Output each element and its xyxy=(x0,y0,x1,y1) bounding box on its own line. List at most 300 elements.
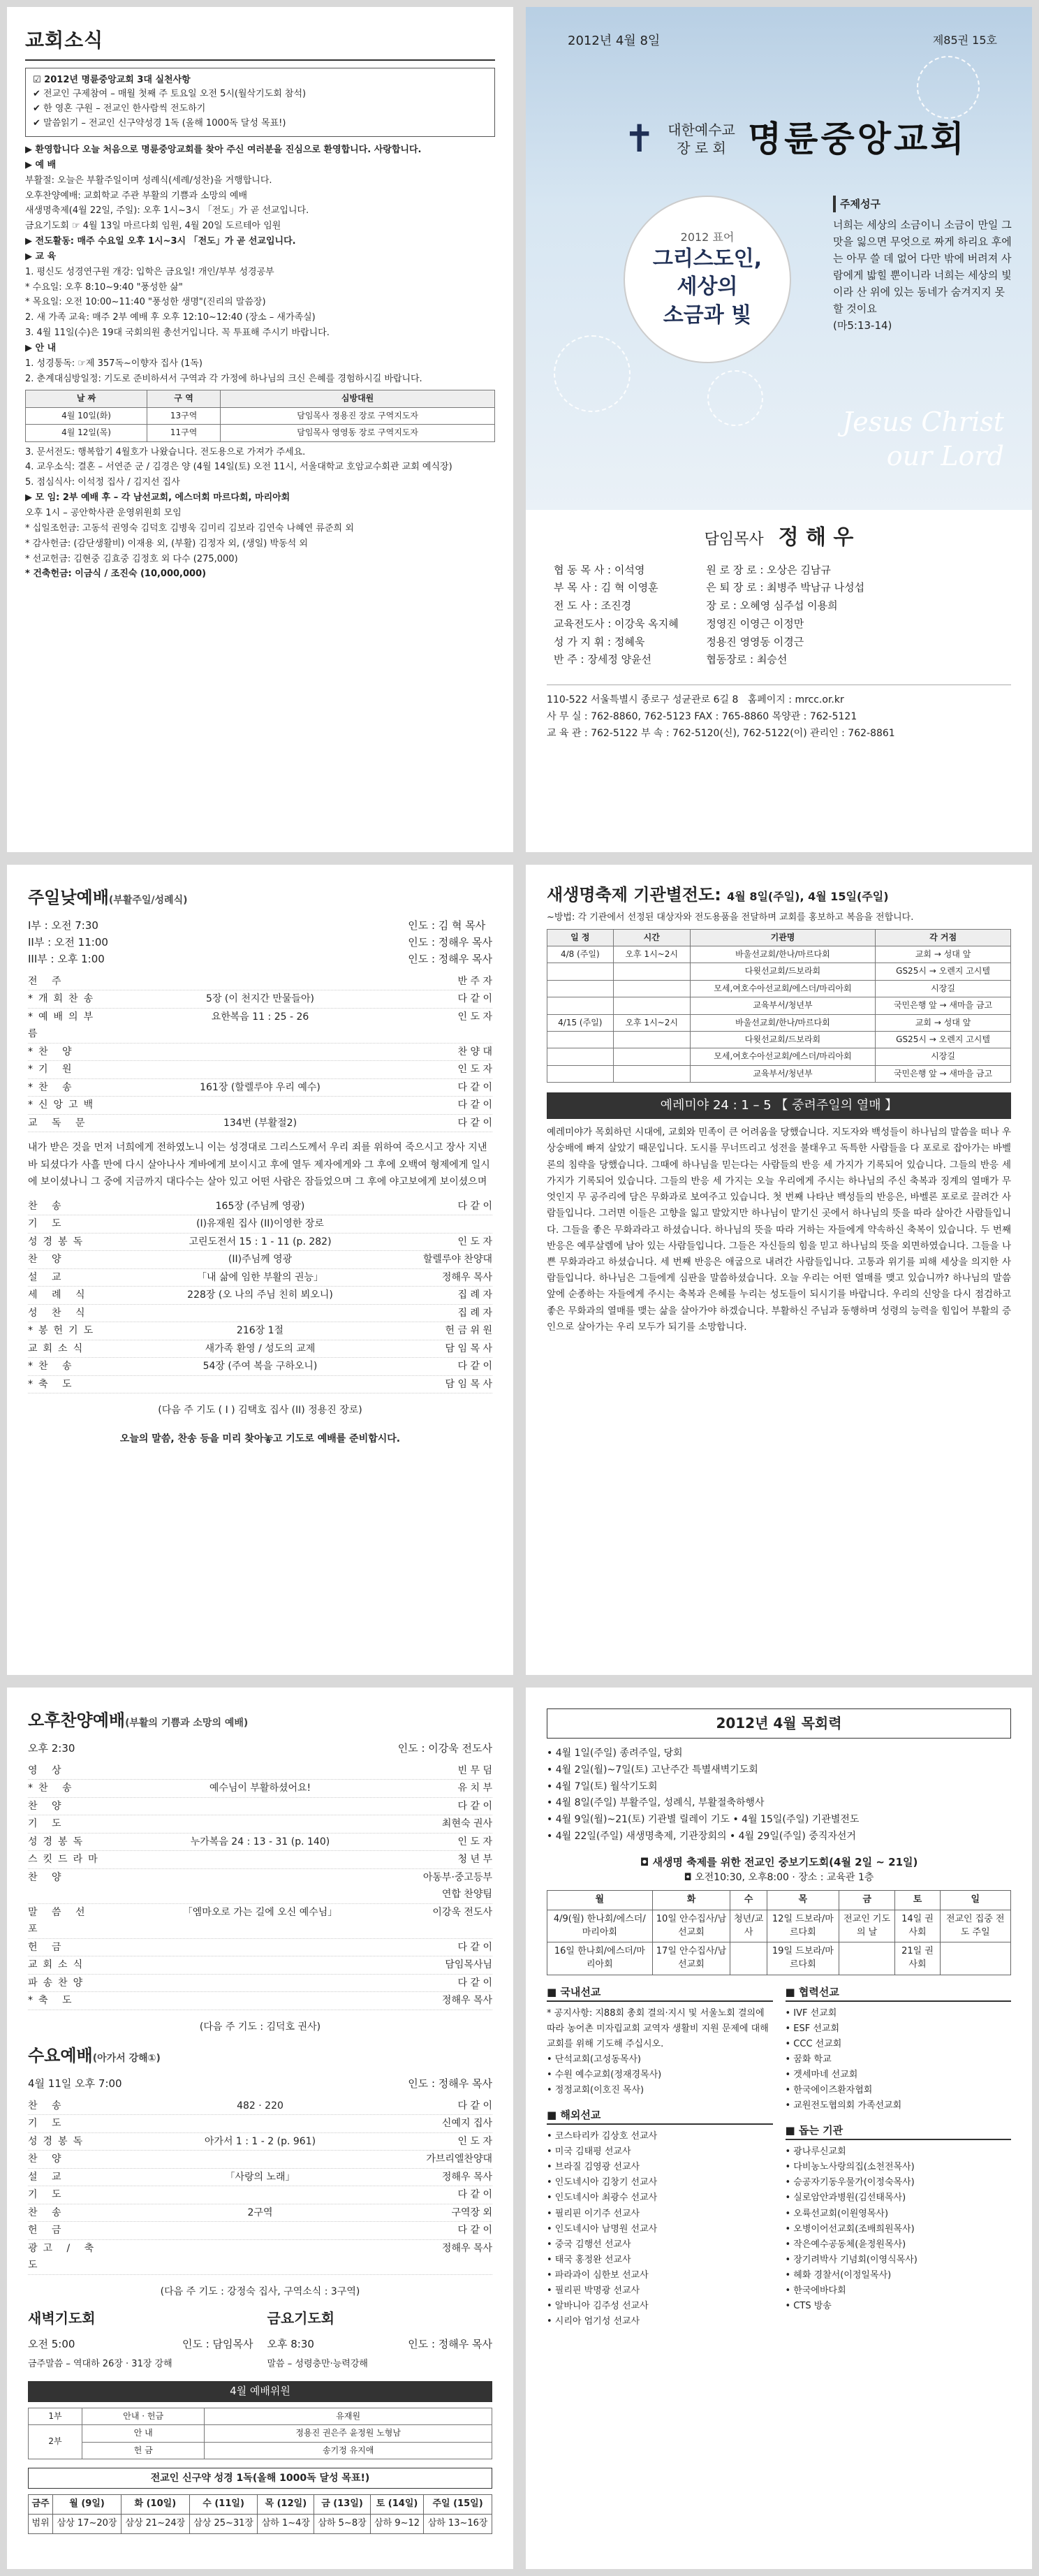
evangelism-text: ▶ 전도활동: 매주 수요일 오후 1시~3시 「전도」가 곧 선교입니다. xyxy=(25,236,296,247)
order-row xyxy=(28,1869,492,1904)
table-row xyxy=(29,2408,492,2424)
missions xyxy=(547,1985,1011,2329)
table-row xyxy=(547,929,1011,946)
order-row xyxy=(28,2222,492,2240)
table-cell xyxy=(547,980,614,997)
order-detail xyxy=(105,1305,415,1322)
next-week-prayer: (다음 주 기도 : 강정숙 집사, 구역소식 : 3구역) xyxy=(160,2285,360,2297)
order-row xyxy=(28,1251,492,1269)
table-header: 금 (13일) xyxy=(314,2495,371,2515)
meeting-line: 오후 1시 – 공안학사관 운영위원회 모임 xyxy=(25,508,182,519)
table-header: 토 (14일) xyxy=(370,2495,423,2515)
order-row xyxy=(28,1939,492,1957)
address: 110-522 서울특별시 종로구 성균관로 6길 8 xyxy=(547,694,739,705)
order-person: 다 같 이 xyxy=(457,2100,492,2112)
table-row xyxy=(547,1942,1011,1975)
table-row xyxy=(26,425,495,441)
table-cell: 오후 1시~2시 xyxy=(613,946,690,963)
order-detail xyxy=(105,1851,415,1868)
table-cell: 13구역 xyxy=(147,407,221,424)
order-row xyxy=(28,1061,492,1079)
prayer-meetings xyxy=(28,2308,492,2371)
calendar-item: • 4월 8일(주일) 부활주일, 성례식, 부활절축하행사 xyxy=(547,1797,765,1809)
order-item: *예배의부름 xyxy=(28,1011,99,1040)
staff-item: 성 가 지 휘 : 정혜욱 xyxy=(554,635,645,648)
order-person: 반 주 자 xyxy=(457,975,492,987)
sermon-text: 예레미야가 목회하던 시대에, 교회와 민족이 큰 어려움을 당했습니다. 지도자와 백성들이 하나님의 말씀을 떠나 우상숭배에 빠져 살았기 때문입니다. 도시를 무너뜨리고 성전을 불태우고 독특한 사람들을 다 포로로 잡아가는 바벨론의 침략을 당했습니다. 그때에 하나님을 믿는다는 사람들의 반응 세 가지가 기록되어 있습니다. 그들의 반응 세 가지가 기록되어 있습니다. 그들의 반응 세 가지는 오늘 우리에게 주시는 하나님의 주신 축복과 징계의 열매가 무엇인지 무 공주리에 담은 무화과로 보여주고 있습니다. 첫 번째 나타난 백성들의 반응은, 바벨론 포로로 끌려간 사람들입니다. 그러면 이들은 고향을 잃고 말았지만 하나님이 맡기신 곳에서 하나님의 뜻을 따라 살아간 사람들입니다. 그들을 좋은 무화과라고 하셨습니다. 하나님의 뜻을 따라 거하는 자들에게 약속하신 축복이 있습니다. 두 번째 반응은 예루살렘에 남아 있는 사람들입니다. 그들은 자신들의 힘을 믿고 하나님의 뜻을 외면하였습니다. 그들을 나쁜 무화과라고 하셨습니다. 세 번째 반응은 애굽으로 내려간 사람들입니다. 고통과 위기를 피해 세상을 의지한 사람들입니다. 하나님은 그들에게 심판을 말씀하셨습니다. 오늘 우리는 어떤 열매를 맺고 있습니까? 하나님의 말씀 앞에 순종하는 자들에게 주시는 축복과 은혜를 누리는 성도들이 되시기를 바랍니다. 우리의 신앙을 다시 점검하고 좋은 무화과의 열매를 맺는 삶을 살아가야 하겠습니다. 부활하신 주님과 동행하며 성령의 능력을 힘입어 부활의 증인으로 살아가는 우리 모두가 되기를 소망합니다. xyxy=(547,1127,1011,1333)
mission-item: • 단석교회(고성동목사) xyxy=(547,2054,641,2065)
order-row xyxy=(28,1780,492,1798)
table-cell: 16일 한나회/에스더/마리아회 xyxy=(547,1942,653,1975)
service-time: 4월 11일 오후 7:00 xyxy=(28,2077,122,2090)
meeting-line: ▶ 모 임: 2부 예배 후 – 각 남선교회, 에스더회 마르다회, 마리아회 xyxy=(25,492,290,504)
table-header: 수 xyxy=(730,1890,767,1910)
order-row xyxy=(28,2151,492,2169)
wednesday-order xyxy=(28,2098,492,2275)
verse-text: 너희는 세상의 소금이니 소금이 만일 그 맛을 잃으면 무엇으로 짜게 하리요 후에는 아무 쓸 데 없어 다만 밖에 버려져 사람에게 밟힐 뿐이니라 너희는 세상의 빛이라 산 위에 있는 동네가 숨겨지지 못할 것이요 xyxy=(833,219,1012,315)
order-item: 찬 송 xyxy=(28,1200,67,1212)
table-cell xyxy=(613,1048,690,1065)
table-cell: 시장길 xyxy=(876,1048,1011,1065)
table-cell: 모세,여호수아선교회/에스더/마리아회 xyxy=(690,1048,875,1065)
table-cell: 헌 금 xyxy=(82,2442,205,2459)
mission-item: • 헤화 경찰서(이정일목사) xyxy=(785,2269,892,2281)
mission-item: • 작은예수공동체(윤정원목사) xyxy=(785,2239,906,2250)
dawn-title: 새벽기도회 xyxy=(28,2310,96,2327)
dandelion-icon xyxy=(707,370,763,426)
order-person: 다 같 이 xyxy=(457,1361,492,1373)
order-person: 구역장 외 xyxy=(451,2207,492,2218)
order-item: 교회소식 xyxy=(28,1959,89,1971)
order-row xyxy=(28,1851,492,1869)
friday-prayer xyxy=(267,2308,493,2371)
table-cell: 21일 권사회 xyxy=(895,1942,940,1975)
staff-item: 원 로 장 로 : 오상은 김남규 xyxy=(706,563,831,576)
order-row xyxy=(28,2169,492,2187)
mission-item: • 필리핀 박명광 선교사 xyxy=(547,2285,640,2297)
dawn-prayer xyxy=(28,2308,253,2371)
table-cell: 담임목사 정용진 장로 구역지도자 xyxy=(221,407,495,424)
service-time: III부 : 오후 1:00 xyxy=(28,952,105,965)
theme-year: 2012 표어 xyxy=(680,230,735,244)
staff-item: 전 도 사 : 조진경 xyxy=(554,599,632,612)
order-person: 신예지 집사 xyxy=(441,2118,492,2130)
evangelism-title xyxy=(547,883,1011,907)
table-cell xyxy=(940,1942,1011,1975)
next-week-prayer: (다음 주 기도 ( I ) 김택호 집사 (II) 정용진 장로) xyxy=(158,1405,362,1417)
order-person: 정해우 목사 xyxy=(441,1995,492,2007)
order-person: 담임목사님 xyxy=(445,1959,492,1971)
order-row xyxy=(28,1198,492,1216)
mission-item: • 오륙선교회(이원영목사) xyxy=(785,2208,889,2219)
table-cell xyxy=(613,980,690,997)
staff-item: 협동장로 : 최승선 xyxy=(706,653,788,666)
table-header: 금 xyxy=(839,1890,895,1910)
table-row xyxy=(547,1014,1011,1031)
table-cell xyxy=(730,1942,767,1975)
table-row xyxy=(29,2442,492,2459)
table-header: 월 xyxy=(547,1890,653,1910)
order-row xyxy=(28,2204,492,2223)
evangelism-page xyxy=(526,865,1032,1675)
table-cell xyxy=(839,1942,895,1975)
order-row xyxy=(28,1287,492,1305)
table-cell xyxy=(613,963,690,980)
order-item: *찬 송 xyxy=(28,1081,78,1093)
order-person: 인 도 자 xyxy=(457,1236,492,1247)
order-detail xyxy=(105,1975,415,1992)
mission-item: • 브라질 김영광 선교사 xyxy=(547,2162,640,2173)
theme-circle xyxy=(624,196,791,363)
mission-item: • 한국에이즈환자협회 xyxy=(785,2085,873,2096)
table-header: 일 xyxy=(940,1890,1011,1910)
table-cell: 4/15 (주일) xyxy=(547,1014,614,1031)
table-cell: 교육부서/청년부 xyxy=(690,1065,875,1082)
table-cell: 17일 안수집사/남선교회 xyxy=(652,1942,730,1975)
service-leader: 인도 : 정해우 목사 xyxy=(408,2338,492,2351)
verse-ref: (마5:13-14) xyxy=(833,319,892,332)
order-row xyxy=(28,1975,492,1993)
order-item: *신앙고백 xyxy=(28,1099,99,1111)
afternoon-subtitle: (부활의 기쁨과 소망의 예배) xyxy=(125,1718,249,1729)
table-cell: 모세,여호수아선교회/에스더/마리아회 xyxy=(690,980,875,997)
table-cell: 삼하 5~8장 xyxy=(314,2515,371,2534)
order-detail: 482 · 220 xyxy=(237,2100,283,2112)
table-cell xyxy=(547,1048,614,1065)
staff-item: 장 로 : 오혜영 심주섭 이용희 xyxy=(706,599,838,612)
order-item: 광고 / 축도 xyxy=(28,2242,100,2271)
order-person: 다 같 이 xyxy=(457,1099,492,1111)
table-cell: 삼상 21~24장 xyxy=(121,2515,189,2534)
domestic-heading: ■ 국내선교 xyxy=(547,1985,773,2002)
overseas-heading: ■ 해외선교 xyxy=(547,2108,773,2125)
order-item: 찬 양 xyxy=(28,1800,67,1812)
mission-item: • 미국 김태평 선교사 xyxy=(547,2146,631,2158)
order-person: 유 치 부 xyxy=(457,1783,492,1794)
order-detail xyxy=(105,1762,415,1780)
notice-line: 4. 교우소식: 결혼 – 서연준 군 / 김경은 양 (4월 14일(토) 오전 11시, 서울대학교 호암교수회관 교회 예식장) xyxy=(25,462,452,473)
order-row xyxy=(28,1376,492,1394)
order-detail: 「엠마오로 가는 길에 오신 예수님」 xyxy=(182,1906,338,1918)
mission-item: • CTS 방송 xyxy=(785,2301,832,2312)
order-detail: 161장 (할렐루야 우리 예수) xyxy=(200,1081,320,1093)
notice-line: 5. 점심식사: 이석정 집사 / 김지선 집사 xyxy=(25,477,180,488)
table-header: 각 거점 xyxy=(876,929,1011,946)
mission-item: • ESF 선교회 xyxy=(785,2023,840,2034)
mission-item: • 한국에바다회 xyxy=(785,2285,846,2297)
table-row xyxy=(547,997,1011,1014)
order-item: 기 도 xyxy=(28,1218,67,1230)
mission-item: • 시리아 엄기성 선교사 xyxy=(547,2316,640,2327)
order-detail: 요한복음 11 : 25 - 26 xyxy=(211,1011,309,1023)
order-row xyxy=(28,1269,492,1287)
order-item: 헌 금 xyxy=(28,2225,67,2237)
mission-item: • 오병이어선교회(조배희원목사) xyxy=(785,2223,915,2234)
table-row xyxy=(29,2515,492,2534)
service-time: I부 : 오전 7:30 xyxy=(28,919,98,932)
table-cell: 바울선교회/한나/마르다회 xyxy=(690,1014,875,1031)
order-detail: 고린도전서 15 : 1 - 11 (p. 282) xyxy=(189,1236,332,1247)
order-item: 성경봉독 xyxy=(28,2135,89,2147)
offering-line: * 건축헌금: 이금식 / 조진숙 (10,000,000) xyxy=(25,569,207,580)
order-item: 성경봉독 xyxy=(28,1836,89,1847)
staff-item: 정영진 이영근 이정만 xyxy=(706,617,804,630)
order-person: 다 같 이 xyxy=(457,1977,492,1989)
table-cell xyxy=(613,1031,690,1048)
domestic-list xyxy=(547,2006,773,2099)
help-list xyxy=(786,2144,1012,2314)
prayer-subtitle: ◘ 오전10:30, 오후8:00 · 장소 : 교육관 1층 xyxy=(684,1871,874,1883)
evangelism-method: ~방법: 각 기관에서 선정된 대상자와 전도용품을 전달하며 교회를 홍보하고 복음을 전합니다. xyxy=(547,912,914,923)
offering-line: * 감사헌금: (감단생활비) 이재용 외, (부활) 김정자 외, (생일) 박동석 외 xyxy=(25,538,308,549)
order-row xyxy=(28,1340,492,1359)
order-person: 할렐루야 찬양대 xyxy=(422,1254,492,1266)
help-heading: ■ 돕는 기관 xyxy=(786,2123,1012,2140)
worship-title-text: 주일낮예배 xyxy=(28,888,109,907)
pastor-name: 정 해 우 xyxy=(778,525,854,550)
senior-pastor xyxy=(526,522,1032,553)
table-cell: 범위 xyxy=(29,2515,53,2534)
order-detail xyxy=(105,1939,415,1956)
calendar-item: • 4월 2일(월)~7일(토) 고난주간 특별새벽기도회 xyxy=(547,1764,758,1776)
mission-item: • CCC 선교회 xyxy=(785,2038,842,2049)
cover-art xyxy=(526,7,1032,510)
staff-item: 반 주 : 장세정 양윤선 xyxy=(554,653,652,666)
order-row xyxy=(28,1115,492,1133)
service-leader: 인도 : 김 혁 목사 xyxy=(408,919,486,932)
order-row xyxy=(28,973,492,991)
table-cell: 교회 → 성대 앞 xyxy=(876,946,1011,963)
table-cell: 14일 권사회 xyxy=(895,1910,940,1942)
mission-item: • 다비농노사랑의집(소천전목사) xyxy=(785,2162,915,2173)
order-item: 영 상 xyxy=(28,1764,67,1776)
table-cell: 12일 드보라/마르다회 xyxy=(767,1910,839,1942)
service-leader: 인도 : 이강욱 전도사 xyxy=(397,1741,492,1755)
table-header: 주일 (15일) xyxy=(424,2495,492,2515)
worship-title xyxy=(28,886,492,910)
afternoon-time xyxy=(28,1740,492,1757)
order-row xyxy=(28,2115,492,2133)
mission-item: • 장기려박사 기념회(이영식목사) xyxy=(785,2254,918,2265)
news-page xyxy=(7,7,513,852)
order-item: *기 원 xyxy=(28,1064,78,1076)
order-person: 빈 무 덤 xyxy=(457,1764,492,1776)
order-detail: 54장 (주여 복을 구하오니) xyxy=(202,1361,318,1373)
calendar-page xyxy=(526,1688,1032,2569)
table-row xyxy=(547,963,1011,980)
order-item: 찬 양 xyxy=(28,2153,67,2165)
table-cell: 19일 드보라/마르다회 xyxy=(767,1942,839,1975)
visit-table xyxy=(25,390,495,441)
service-leader: 인도 : 정해우 목사 xyxy=(408,952,492,965)
homepage: 홈페이지 : mrcc.or.kr xyxy=(747,694,844,705)
worship-heading: ▶ 예 배 xyxy=(25,159,57,170)
order-row xyxy=(28,1956,492,1975)
mission-item: • 인도네시아 김창기 선교사 xyxy=(547,2177,658,2188)
order-person: 최현숙 권사 xyxy=(441,1818,492,1830)
order-row xyxy=(28,1044,492,1062)
order-person: 헌 금 위 원 xyxy=(445,1325,492,1337)
order-item: 설 교 xyxy=(28,2171,67,2183)
order-row xyxy=(28,1992,492,2010)
mission-item: • 수원 예수교회(정재경목사) xyxy=(547,2070,662,2081)
duty-title: 4월 예배위원 xyxy=(28,2381,492,2402)
wednesday-subtitle: (아가서 강해①) xyxy=(92,2053,161,2065)
order-person: 정해우 목사 xyxy=(441,2171,492,2183)
order-detail xyxy=(105,2151,415,2168)
reading-title: 전교인 신구약 성경 1독(올해 1000독 달성 목표!) xyxy=(28,2468,492,2489)
prayer-table xyxy=(547,1890,1011,1975)
worship-subtitle: (부활주일/성례식) xyxy=(108,895,188,906)
table-header: 시간 xyxy=(613,929,690,946)
order-row xyxy=(28,1097,492,1115)
order-detail: 「사랑의 노래」 xyxy=(225,2171,295,2183)
table-cell: 삼하 9~12 xyxy=(370,2515,423,2534)
order-person: 집 례 자 xyxy=(457,1289,492,1301)
dandelion-icon xyxy=(554,335,631,412)
table-cell: 바울선교회/한나/마르다회 xyxy=(690,946,875,963)
notice-heading: ▶ 안 내 xyxy=(25,342,57,353)
order-row xyxy=(28,1009,492,1044)
order-item: 찬 송 xyxy=(28,2100,67,2112)
order-item: 기 도 xyxy=(28,1818,67,1830)
table-row xyxy=(547,1048,1011,1065)
table-row xyxy=(547,946,1011,963)
order-person: 이강욱 전도사 xyxy=(432,1906,492,1918)
table-row xyxy=(547,1065,1011,1082)
mission-item: • IVF 선교회 xyxy=(785,2007,837,2019)
table-header: 날 짜 xyxy=(26,390,147,407)
mission-item: • 코스타리카 김상호 선교사 xyxy=(547,2131,658,2142)
table-cell: 안내 · 헌금 xyxy=(82,2408,205,2424)
order-person: 인 도 자 xyxy=(457,1836,492,1847)
table-cell xyxy=(613,997,690,1014)
order-person: 아동부·중고등부연합 찬양팀 xyxy=(422,1871,492,1901)
sunday-worship-page xyxy=(7,865,513,1675)
jesus-christ-caption: Jesus Christ our Lord xyxy=(842,407,1004,472)
calendar-title: 2012년 4월 목회력 xyxy=(547,1708,1011,1739)
table-cell: 시장길 xyxy=(876,980,1011,997)
notice-line: 1. 성경통독: ☞제 357독~이향자 집사 (1독) xyxy=(25,358,202,369)
wednesday-title-text: 수요예배 xyxy=(28,2046,93,2066)
reading-table xyxy=(28,2494,492,2534)
mission-item: • 겟세마네 선교회 xyxy=(785,2070,858,2081)
staff-item: 정용진 영영동 이경근 xyxy=(706,635,804,648)
order-item: 세 례 식 xyxy=(28,1289,91,1301)
education-line: 2. 새 가족 교육: 매주 2부 예배 후 오후 12:10~12:40 (장소 – 새가족실) xyxy=(25,312,316,323)
table-cell: 전교인 기도의 날 xyxy=(839,1910,895,1942)
order-detail xyxy=(105,2240,415,2274)
practice-line: ✔ 전교인 구제참여 – 매월 첫째 주 토요일 오전 5시(월삭기도회 참석) xyxy=(33,89,307,100)
church-header xyxy=(624,112,967,166)
order-row xyxy=(28,990,492,1009)
staff-item: 협 동 목 사 : 이석영 xyxy=(554,563,645,576)
staff-item: 은 퇴 장 로 : 최병주 박남규 나성섭 xyxy=(706,581,865,594)
staff-item: 교육전도사 : 이강욱 옥지혜 xyxy=(554,617,679,630)
order-detail xyxy=(105,2115,415,2132)
order-detail xyxy=(105,1869,415,1903)
overseas-list xyxy=(547,2129,773,2329)
order-person: 정해우 목사 xyxy=(441,1271,492,1283)
order-person: 담 임 목 사 xyxy=(445,1342,492,1354)
calendar-item: • 4월 22일(주일) 새생명축제, 기관장회의 • 4월 29일(주일) 중직자선거 xyxy=(547,1830,856,1842)
mission-item: • 중국 김행선 선교사 xyxy=(547,2239,631,2250)
calendar-item: • 4월 7일(토) 월삭기도회 xyxy=(547,1780,658,1792)
scripture-reading: 내가 받은 것을 먼저 너희에게 전하였노니 이는 성경대로 그리스도께서 우리 죄를 위하여 죽으시고 장사 지낸 바 되셨다가 사흘 만에 다시 살아나사 게바에게 보이시고 후에 열두 제자에게와 그 후에 오백여 형제에게 일시에 보이셨나니 그 중에 지금까지 대다수는 살아 있고 어떤 사람은 잠들었으며 그 후에 야고보에게 보이셨으며 xyxy=(28,1142,490,1188)
pastor-label: 담임목사 xyxy=(704,531,764,548)
order-row xyxy=(28,1762,492,1780)
cover-page xyxy=(526,7,1032,852)
mission-item: • 정정교회(이호진 목사) xyxy=(547,2085,644,2096)
table-cell xyxy=(613,1065,690,1082)
dawn-note: 금주말씀 – 역대하 26장 · 31장 강해 xyxy=(28,2359,172,2370)
table-cell xyxy=(547,1065,614,1082)
sermon-title: 예레미야 24 : 1 – 5 【 중려주일의 열매 】 xyxy=(547,1092,1011,1119)
order-detail: (I)유재원 집사 (II)이영한 장로 xyxy=(196,1218,324,1230)
order-detail: 5장 (이 천지간 만물들아) xyxy=(206,993,314,1005)
table-row xyxy=(547,980,1011,997)
other-services-page xyxy=(7,1688,513,2569)
order-person: 인 도 자 xyxy=(457,2135,492,2147)
mission-item: • 태국 홍정완 선교사 xyxy=(547,2254,631,2265)
education-heading: ▶ 교 육 xyxy=(25,251,57,262)
evangelism-dates: 4월 8일(주일), 4월 15일(주일) xyxy=(727,890,889,903)
order-item: 전 주 xyxy=(28,975,67,987)
table-cell: 11구역 xyxy=(147,425,221,441)
order-row xyxy=(28,1834,492,1852)
worship-line: 새생명축제(4월 22일, 주일): 오후 1시~3시 「전도」가 곧 선교입니다. xyxy=(25,205,309,217)
order-detail xyxy=(105,1815,415,1833)
service-time: II부 : 오전 11:00 xyxy=(28,935,108,949)
table-cell: GS25시 → 오렌지 고시텔 xyxy=(876,963,1011,980)
table-row xyxy=(547,1910,1011,1942)
order-person: 다 같 이 xyxy=(457,2189,492,2201)
table-cell: 전교인 집중 전도 주일 xyxy=(940,1910,1011,1942)
order-row xyxy=(28,1234,492,1252)
wednesday-time xyxy=(28,2075,492,2092)
welcome-text: ▶ 환영합니다 오늘 처음으로 명륜중앙교회를 찾아 주신 여러분을 진심으로 환영합니다. 사랑합니다. xyxy=(25,144,422,155)
order-item: 파송찬양 xyxy=(28,1977,89,1989)
order-detail xyxy=(105,1097,415,1114)
table-cell: 유재원 xyxy=(205,2408,492,2424)
order-detail xyxy=(105,1798,415,1815)
table-header: 일 정 xyxy=(547,929,614,946)
order-item: *찬 양 xyxy=(28,1046,78,1058)
table-cell: 다윗선교회/드보라회 xyxy=(690,1031,875,1048)
table-cell: 다윗선교회/드보라회 xyxy=(690,963,875,980)
order-person: 가브리엘찬양대 xyxy=(426,2153,492,2165)
order-person: 다 같 이 xyxy=(457,1200,492,1212)
service-leader: 인도 : 담임목사 xyxy=(182,2338,253,2351)
phone-line: 사 무 실 : 762-8860, 762-5123 FAX : 765-8860 목양관 : 762-5121 xyxy=(547,710,857,722)
table-header: 구 역 xyxy=(147,390,221,407)
order-row xyxy=(28,1322,492,1340)
table-cell: 교회 → 성대 앞 xyxy=(876,1014,1011,1031)
order-row xyxy=(28,1798,492,1816)
offering-line: * 선교헌금: 김현중 김효중 김정호 외 다수 (275,000) xyxy=(25,553,238,564)
theme-text: 그리스도인, 세상의 소금과 빛 xyxy=(652,246,762,328)
friday-note: 말씀 – 성령충만·능력강해 xyxy=(267,2359,368,2370)
offering-line: * 십일조헌금: 고동석 권영숙 김덕호 김병욱 김미리 김보라 김연숙 나혜연 류준희 외 xyxy=(25,522,354,534)
table-cell xyxy=(547,1031,614,1048)
education-line: 3. 4월 11일(수)은 19대 국회의원 총선거입니다. 꼭 투표해 주시기 바랍니다. xyxy=(25,328,330,339)
table-header: 수 (11일) xyxy=(189,2495,258,2515)
friday-title: 금요기도회 xyxy=(267,2310,335,2327)
order-row xyxy=(28,2186,492,2204)
church-name: 명륜중앙교회 xyxy=(747,118,967,159)
order-item: *찬 송 xyxy=(28,1361,78,1373)
order-person: 인 도 자 xyxy=(457,1064,492,1076)
